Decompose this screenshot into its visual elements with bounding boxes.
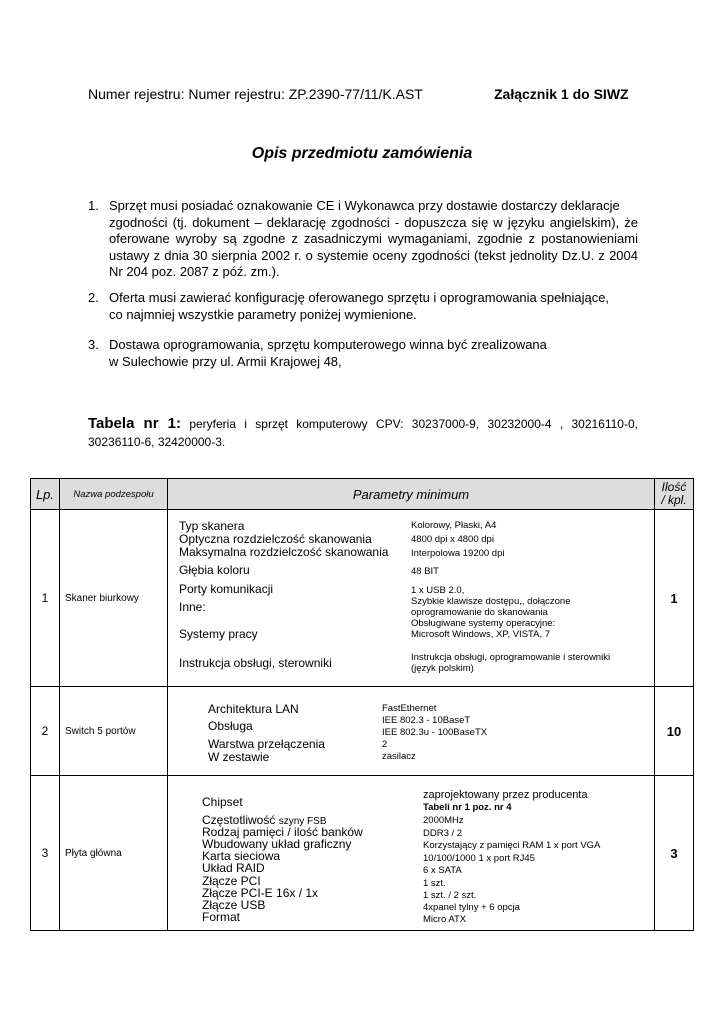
paragraph-3 [88,337,638,370]
params-cell [168,776,655,931]
param-value: 48 BIT [411,566,439,577]
param-label: Typ skanera [179,519,245,533]
table-caption-label: Tabela nr 1: [88,415,182,432]
attachment-label: Załącznik 1 do SIWZ [494,86,629,102]
table-row [31,687,694,776]
param-label: Głębia koloru [179,563,250,577]
table-caption [88,415,638,451]
paragraph-first-line: Dostawa oprogramowania, sprzętu komputerowego winna być zrealizowana [109,337,547,352]
row-number: 3 [31,776,60,931]
params-cell [168,510,655,687]
param-value: 1 szt. [423,878,446,889]
param-label: Maksymalna rozdzielczość skanowania [179,545,389,559]
param-value: oprogramowanie do skanowania [411,607,548,618]
header-qty-line2: / kpl. [661,493,687,507]
param-value: 4800 dpi x 4800 dpi [411,534,494,545]
param-label: Warstwa przełączenia [208,737,325,751]
paragraph-number: 1. [88,198,99,213]
quantity: 3 [655,776,694,931]
param-value: Instrukcja obsługi, oprogramowanie i sterowniki [411,652,611,663]
quantity: 1 [655,510,694,687]
header-params: Parametry minimum [168,479,655,510]
row-number: 2 [31,687,60,776]
param-value: FastEthernet [382,703,437,714]
param-label: Karta sieciowa [202,849,281,863]
paragraph-rest: zgodności (tj. dokument – deklarację zgodności - dopuszcza się w języku angielskim), że oferowane wyroby są zgodne z zasadniczymi wymaganiami, zgodnie z postanowieniami ustawy z dnia 30 sierpnia 2002 r. o systemie oceny zgodności (tekst jednolity Dz.U. z 2004 Nr 204 poz. 2087 z póź. zm.). [109,214,638,279]
registry-number: Numer rejestru: Numer rejestru: ZP.2390-77/11/K.AST [88,86,423,102]
param-label: Inne: [179,600,206,614]
param-label: Układ RAID [202,861,265,875]
table-row [31,776,694,931]
header-lp: Lp. [31,479,60,510]
param-label: Wbudowany układ graficzny [202,837,352,851]
component-name: Switch 5 portów [60,687,168,776]
param-label: Architektura LAN [208,702,299,716]
component-name: Skaner biurkowy [60,510,168,687]
param-value: 10/100/1000 1 x port RJ45 [423,853,535,864]
param-label-sub: szyny FSB [278,816,327,827]
param-value: IEE 802.3 - 10BaseT [382,715,471,726]
param-value: IEE 802.3u - 100BaseTX [382,727,488,738]
paragraph-rest: co najmniej wszystkie parametry poniżej wymienione. [109,306,417,322]
param-value: Microsoft Windows, XP, VISTA, 7 [411,629,551,640]
paragraph-first-line: Oferta musi zawierać konfigurację oferowanego sprzętu i oprogramowania spełniające, [109,290,610,305]
param-label: Systemy pracy [179,627,258,641]
param-label: Format [202,910,241,924]
param-label: W zestawie [208,750,270,764]
param-value: 1 szt. / 2 szt. [423,890,477,901]
paragraph-rest: w Sulechowie przy ul. Armii Krajowej 48, [109,353,342,369]
param-label: Chipset [202,795,243,809]
paragraph-2 [88,290,638,323]
param-value: 6 x SATA [423,865,462,876]
param-value: Tabeli nr 1 poz. nr 4 [423,802,512,813]
param-value: Micro ATX [423,914,467,925]
param-value: DDR3 / 2 [423,828,463,839]
param-value: zaprojektowany przez producenta [423,789,588,801]
param-value: Interpolowa 19200 dpi [411,548,505,559]
param-value: Szybkie klawisze dostępu,, dołączone [411,596,571,607]
param-label: Obsługa [208,719,253,733]
header-name: Nazwa podzespołu [60,479,168,510]
header-qty-line1: Ilość [661,480,687,494]
param-value: 1 x USB 2.0, [411,585,465,596]
paragraph-number: 2. [88,290,99,305]
param-label: Złącze PCI-E 16x / 1x [202,886,319,900]
table-header-row [31,479,694,510]
header-qty [655,479,694,510]
param-value: (język polskim) [411,663,474,674]
spec-table [30,478,694,931]
param-label: Optyczna rozdzielczość skanowania [179,532,372,546]
param-label-main: Częstotliwość [202,813,276,827]
param-value: Korzystający z pamięci RAM 1 x port VGA [423,840,601,851]
param-value: Obsługiwane systemy operacyjne: [411,618,556,629]
paragraph-1 [88,198,638,281]
row-number: 1 [31,510,60,687]
quantity: 10 [655,687,694,776]
table-row [31,510,694,687]
component-name: Płyta główna [60,776,168,931]
param-label: Porty komunikacji [179,582,274,596]
paragraph-number: 3. [88,337,99,352]
param-label: Złącze USB [202,898,266,912]
param-label: Rodzaj pamięci / ilość banków [202,825,363,839]
param-value: zasilacz [382,751,416,762]
paragraph-first-line: Sprzęt musi posiadać oznakowanie CE i Wykonawca przy dostawie dostarczy deklaracje [109,198,620,213]
params-cell [168,687,655,776]
page-title: Opis przedmiotu zamówienia [251,145,473,162]
param-value: 2000MHz [423,815,464,826]
param-label: Złącze PCI [202,874,261,888]
table-caption-text: peryferia i sprzęt komputerowy CPV: 30237000-9, 30232000-4 , 30216110-0, 30236110-6, 32420000-3. [88,417,638,449]
param-value: Kolorowy, Płaski, A4 [411,520,497,531]
param-label: Instrukcja obsługi, sterowniki [179,656,332,670]
param-value: 2 [382,739,388,750]
param-value: 4xpanel tylny + 6 opcja [423,902,520,913]
